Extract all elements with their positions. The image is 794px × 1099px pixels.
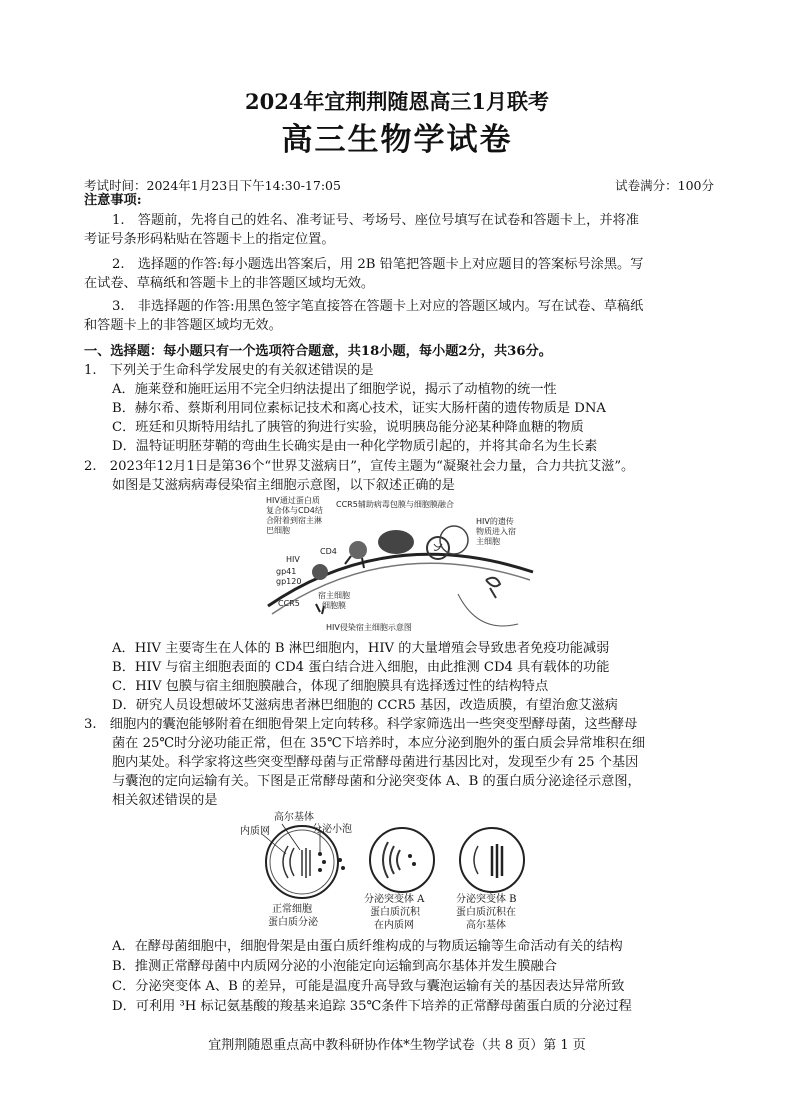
hiv-particle xyxy=(349,541,367,559)
label-cd4: CD4 xyxy=(320,547,337,556)
exam-time: 考试时间：2024年1月23日下午14:30-17:05 xyxy=(84,178,341,193)
note-line: 和答题卡上的非答题区域均无效。 xyxy=(84,318,282,333)
question-2-stem-2: 如图是艾滋病病毒侵染宿主细胞示意图，以下叙述正确的是 xyxy=(112,478,455,493)
q1-option-d: D．温特证明胚芽鞘的弯曲生长确实是由一种化学物质引起的，并将其命名为生长素 xyxy=(112,439,598,454)
swollen-er xyxy=(383,842,400,878)
q3-option-d: D．可利用 ³H 标记氨基酸的羧基来追踪 35℃条件下培养的正常酵母菌蛋白质的分泌过程 xyxy=(112,999,632,1014)
label-hiv-bind-4: 巴细胞 xyxy=(266,526,290,535)
er-membrane xyxy=(283,846,294,878)
label-ccr5: CCR5 xyxy=(278,599,300,608)
deposited-protein xyxy=(408,854,412,858)
note-line: 1. 答题前，先将自己的姓名、准考证号、考场号、座位号填写在试卷和答题卡上，并将准 xyxy=(112,213,639,228)
label-ccr5-fusion: CCR5辅助病毒包膜与细胞膜融合 xyxy=(336,500,454,509)
caption-mutant-b-2: 蛋白质沉积在 xyxy=(456,907,516,918)
q3-option-b: B．推测正常酵母菌中内质网分泌的小泡能定向运输到高尔基体并发生膜融合 xyxy=(112,959,557,974)
label-gp41: gp41 xyxy=(276,567,297,576)
secretory-vesicle xyxy=(318,868,322,872)
q3-option-a: A．在酵母菌细胞中，细胞骨架是由蛋白质纤维构成的与物质运输等生命活动有关的结构 xyxy=(112,939,623,954)
q1-option-c: C．班廷和贝斯特用结扎了胰管的狗进行实验，说明胰岛能分泌某种降血糖的物质 xyxy=(112,420,584,435)
paper-title: 高三生物学试卷 xyxy=(281,122,513,158)
question-3-stem: 与囊泡的定向运输有关。下图是正常酵母菌和分泌突变体 A、B 的蛋白质分泌途径示意图， xyxy=(112,774,641,789)
note-line: 考证号条形码粘贴在答题卡上的指定位置。 xyxy=(84,232,335,247)
question-3-stem: 相关叙述错误的是 xyxy=(112,793,218,808)
hiv-particle xyxy=(312,564,328,580)
q1-option-a: A．施莱登和施旺运用不完全归纳法提出了细胞学说，揭示了动植物的统一性 xyxy=(112,382,557,397)
q2-option-d: D．研究人员设想破坏艾滋病患者淋巴细胞的 CCR5 基因，改造质膜，有望治愈艾滋病 xyxy=(112,698,618,713)
viral-uncoating xyxy=(486,578,500,598)
secretory-vesicle xyxy=(322,860,326,864)
note-line: 3. 非选择题的作答:用黑色签字笔直接答在答题卡上对应的答题区域内。写在试卷、草稿纸 xyxy=(112,299,644,314)
page-footer: 宜荆荆随恩重点高中教科研协作体*生物学试卷（共 8 页）第 1 页 xyxy=(208,1038,586,1053)
caption-mutant-a-2: 蛋白质沉积 xyxy=(370,907,420,918)
deposited-protein xyxy=(412,862,416,866)
caption-mutant-b-3: 高尔基体 xyxy=(466,920,506,931)
caption-mutant-a-1: 分泌突变体 A xyxy=(364,894,425,905)
question-3-stem: 3. 细胞内的囊泡能够附着在细胞骨架上定向转移。科学家筛选出一些突变型酵母菌，这些酵母 xyxy=(84,717,638,732)
exam-info xyxy=(84,176,714,194)
question-2-stem: 2. 2023年12月1日是第36个“世界艾滋病日”，宣传主题为“凝聚社会力量，合力共抗艾滋”。 xyxy=(84,459,635,474)
note-line: 2. 选择题的作答:每小题选出答案后，用 2B 铅笔把答题卡上对应题目的答案标号涂黑。写 xyxy=(112,257,644,272)
label-hiv-bind-2: 复合体与CD4结 xyxy=(266,506,323,515)
host-membrane xyxy=(268,554,533,606)
label-host-cell-2: 细胞膜 xyxy=(322,601,346,610)
label-golgi: 高尔基体 xyxy=(274,812,314,823)
secreted-protein xyxy=(338,858,342,862)
q2-option-a: A．HIV 主要寄生在人体的 B 淋巴细胞内，HIV 的大量增殖会导致患者免疫功能减弱 xyxy=(112,641,610,656)
label-er: 内质网 xyxy=(240,826,270,837)
figure-caption-hiv: HIV侵染宿主细胞示意图 xyxy=(326,623,412,632)
full-score: 试卷满分：100分 xyxy=(615,178,714,193)
caption-mutant-b-1: 分泌突变体 B xyxy=(456,894,517,905)
host-nucleus-edge xyxy=(458,594,518,626)
question-3-stem: 胞内某处。科学家将这些突变型酵母菌与正常酵母菌进行基因比对，发现至少有 25 个基因 xyxy=(112,755,639,770)
q3-option-c: C．分泌突变体 A、B 的差异，可能是温度升高导致与囊泡运输有关的基因表达异常所致 xyxy=(112,979,625,994)
hiv-infection-figure xyxy=(258,494,538,636)
label-gp120: gp120 xyxy=(276,577,302,586)
note-line: 在试卷、草稿纸和答题卡上的非答题区域均无效。 xyxy=(84,276,375,291)
section-heading: 一、选择题：每小题只有一个选项符合题意，共18小题，每小题2分，共36分。 xyxy=(84,344,552,359)
label-genetic-material-1: HIV的遗传 xyxy=(476,517,514,526)
notes-heading: 注意事项: xyxy=(84,193,142,208)
hiv-fusing xyxy=(378,530,414,554)
question-3-stem: 菌在 25℃时分泌功能正常，但在 35℃下培养时，本应分泌到胞外的蛋白质会异常堆积在细 xyxy=(112,736,646,751)
caption-normal-2: 蛋白质分泌 xyxy=(268,917,318,928)
label-hiv-bind-1: HIV通过蛋白质 xyxy=(266,496,320,505)
label-vesicle: 分泌小泡 xyxy=(312,824,352,835)
label-hiv: HIV xyxy=(286,555,300,564)
golgi-stack xyxy=(302,848,310,878)
label-hiv-bind-3: 合附着到宿主淋 xyxy=(266,516,322,525)
label-host-cell-1: 宿主细胞 xyxy=(318,591,350,600)
er-membrane-b xyxy=(474,846,478,874)
q2-option-c: C．HIV 包膜与宿主细胞膜融合，体现了细胞膜具有选择透过性的结构特点 xyxy=(112,679,549,694)
caption-mutant-a-3: 在内质网 xyxy=(374,920,414,931)
yeast-secretion-figure xyxy=(240,810,540,934)
swollen-golgi xyxy=(492,844,502,878)
mutant-a-cell xyxy=(370,828,434,892)
label-genetic-material-3: 主细胞 xyxy=(476,537,500,546)
label-genetic-material-2: 物质进入宿 xyxy=(476,527,516,536)
question-1-stem: 1. 下列关于生命科学发展史的有关叙述错误的是 xyxy=(84,363,374,378)
secretory-vesicle xyxy=(318,852,322,856)
q1-option-b: B．赫尔希、蔡斯利用同位素标记技术和离心技术，证实大肠杆菌的遗传物质是 DNA xyxy=(112,401,606,416)
exam-title: 2024年宜荆荆随恩高三1月联考 xyxy=(244,89,550,114)
q2-option-b: B．HIV 与宿主细胞表面的 CD4 蛋白结合进入细胞，由此推测 CD4 具有载体的功能 xyxy=(112,660,610,675)
secreted-protein xyxy=(341,866,345,870)
caption-normal-1: 正常细胞 xyxy=(272,904,312,915)
